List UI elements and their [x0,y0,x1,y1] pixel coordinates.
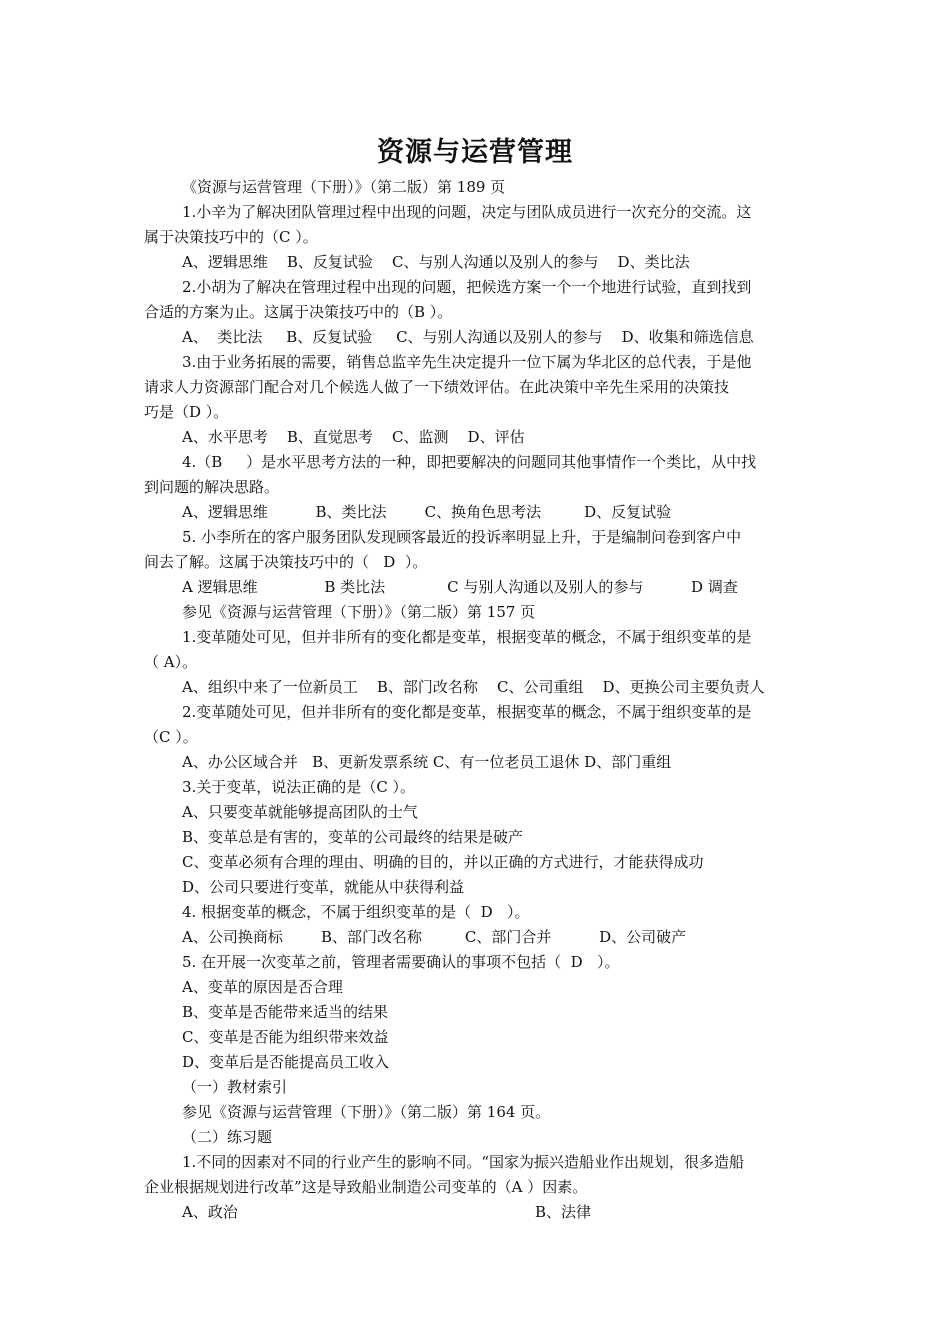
text-line: C、变革必须有合理的理由、明确的目的，并以正确的方式进行，才能获得成功 [182,853,704,871]
text-line: 1.变革随处可见，但并非所有的变化都是变革，根据变革的概念，不属于组织变革的是 [182,628,752,646]
text-line: 2.变革随处可见，但并非所有的变化都是变革，根据变革的概念，不属于组织变革的是 [182,703,752,721]
text-line: D、公司只要进行变革，就能从中获得利益 [182,878,465,896]
text-line: A、逻辑思维 B、类比法 C、换角色思考法 D、反复试验 [182,503,672,521]
text-line: A、 类比法 B、反复试验 C、与别人沟通以及别人的参与 D、收集和筛选信息 [182,328,754,346]
text-line: 《资源与运营管理（下册）》（第二版）第 189 页 [182,178,506,196]
text-line: 5. 小李所在的客户服务团队发现顾客最近的投诉率明显上升，于是编制问卷到客户中 [182,528,742,546]
text-line: 间去了解。这属于决策技巧中的（ D ）。 [144,553,428,571]
option-a: A、政治 [182,1203,238,1221]
text-line: 请求人力资源部门配合对几个候选人做了一下绩效评估。在此决策中辛先生采用的决策技 [144,378,730,396]
text-line: （ A）。 [144,653,198,671]
text-line: 参见《资源与运营管理（下册）》（第二版）第 164 页。 [182,1103,551,1121]
text-line: 5. 在开展一次变革之前，管理者需要确认的事项不包括（ D ）。 [182,953,620,971]
text-line: A、水平思考 B、直觉思考 C、监测 D、评估 [182,428,525,446]
text-line: A、公司换商标 B、部门改名称 C、部门合并 D、公司破产 [182,928,687,946]
document-title: 资源与运营管理 [377,137,573,168]
text-line: 企业根据规划进行改革”这是导致船业制造公司变革的（A ）因素。 [144,1178,588,1196]
text-line: 1.小辛为了解决团队管理过程中出现的问题，决定与团队成员进行一次充分的交流。这 [182,203,752,221]
text-line: C、变革是否能为组织带来效益 [182,1028,389,1046]
text-line: 1.不同的因素对不同的行业产生的影响不同。“国家为振兴造船业作出规划，很多造船 [182,1153,744,1171]
text-line: 巧是（D ）。 [144,403,229,421]
text-line: 到问题的解决思路。 [144,478,280,496]
text-line: 4.（B ）是水平思考方法的一种，即把要解决的问题同其他事情作一个类比，从中找 [182,453,757,471]
text-line: 属于决策技巧中的（C ）。 [144,228,318,246]
text-line: A、逻辑思维 B、反复试验 C、与别人沟通以及别人的参与 D、类比法 [182,253,690,271]
text-line: B、变革总是有害的，变革的公司最终的结果是破产 [182,828,524,846]
text-line: A、办公区域合并 B、更新发票系统 C、有一位老员工退休 D、部门重组 [182,753,672,771]
text-line: 合适的方案为止。这属于决策技巧中的（B ）。 [144,303,453,321]
section-heading: （一）教材索引 [182,1078,288,1096]
text-line: A、组织中来了一位新员工 B、部门改名称 C、公司重组 D、更换公司主要负责人 [182,678,765,696]
text-line: A、只要变革就能够提高团队的士气 [182,803,418,821]
text-line: D、变革后是否能提高员工收入 [182,1053,390,1071]
text-line: 3.关于变革，说法正确的是（C ）。 [182,778,416,796]
text-line: A 逻辑思维 B 类比法 C 与别人沟通以及别人的参与 D 调查 [182,578,738,596]
text-line: A、变革的原因是否合理 [182,978,343,996]
text-line: （C ）。 [144,728,198,746]
text-line: B、变革是否能带来适当的结果 [182,1003,389,1021]
text-line: 3.由于业务拓展的需要，销售总监辛先生决定提升一位下属为华北区的总代表，于是他 [182,353,752,371]
section-heading: （二）练习题 [182,1128,273,1146]
option-b: B、法律 [535,1203,592,1221]
text-line: 参见《资源与运营管理（下册）》（第二版）第 157 页 [182,603,536,621]
text-line: 2.小胡为了解决在管理过程中出现的问题，把候选方案一个一个地进行试验，直到找到 [182,278,752,296]
text-line: 4. 根据变革的概念，不属于组织变革的是（ D ）。 [182,903,530,921]
